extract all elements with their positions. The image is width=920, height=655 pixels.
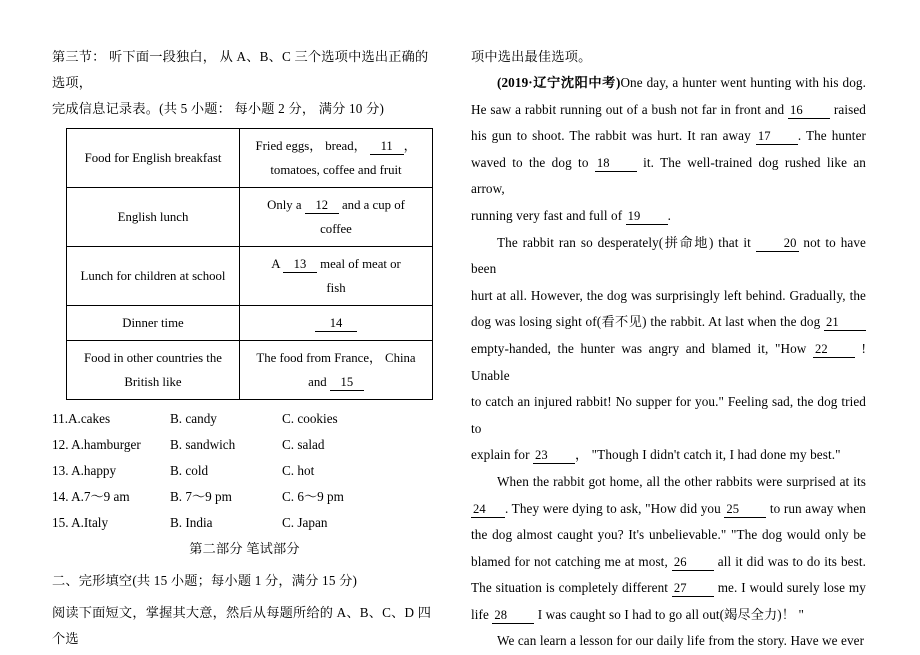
passage-paragraph-1-line-1 — [471, 70, 866, 97]
question-13-option-a: 13. A.happy — [52, 463, 117, 478]
passage-paragraph-3-line-4 — [471, 549, 866, 576]
passage-paragraph-2-line-4 — [471, 336, 866, 389]
answer-blank-20: 20 — [756, 236, 799, 252]
question-11-option-b: B. candy — [170, 411, 217, 426]
answer-blank-18: 18 — [595, 156, 637, 172]
answer-blank-17: 17 — [756, 129, 798, 145]
passage-paragraph-3-line-2 — [471, 496, 866, 523]
passage-text: waved to the dog to — [471, 154, 589, 170]
answer-blank-21: 21 — [824, 315, 866, 331]
answer-blank-27: 27 — [672, 581, 714, 597]
table-cell-label: Food for English breakfast — [67, 129, 240, 188]
passage-text: me. I would surely lose my — [717, 580, 866, 596]
passage-text: to run away when — [769, 500, 866, 516]
question-13-option-b: B. cold — [170, 463, 209, 478]
table-cell-text-tail: and a cup of — [341, 198, 405, 212]
cloze-section-heading: 二、完形填空(共 15 小题；每小题 1 分，满分 15 分) — [52, 573, 358, 588]
listening-section-heading-line1: 第三节： 听下面一段独白， 从 A、B、C 三个选项中选出正确的选项， — [52, 49, 429, 90]
question-11-option-c: C. cookies — [282, 411, 338, 426]
two-column-layout — [52, 44, 868, 655]
table-row — [67, 341, 433, 400]
answer-blank-24: 24 — [471, 502, 505, 518]
answer-blank-19: 19 — [626, 209, 668, 225]
table-cell-label: Food in other countries the British like — [67, 341, 240, 400]
question-13-option-c: C. hot — [282, 463, 315, 478]
passage-paragraph-1-line-4 — [471, 150, 866, 203]
table-cell-text-line2: fish — [326, 281, 346, 295]
right-column — [471, 44, 866, 655]
question-15-options — [52, 510, 437, 536]
listening-info-table — [66, 128, 433, 400]
table-cell-content — [240, 129, 433, 188]
passage-text: One day, a hunter went hunting with his dog. — [620, 75, 866, 90]
passage-text: . — [667, 207, 672, 223]
passage-paragraph-3-line-3: the dog almost caught you? It's unbelievable." "The dog would only be — [471, 527, 866, 543]
table-cell-content — [240, 188, 433, 247]
table-cell-text-line2: tomatoes, coffee and fruit — [270, 163, 402, 177]
passage-text: I was caught so I had to go all out(竭尽全力)！ " — [537, 606, 804, 622]
instruction-continuation: 项中选出最佳选项。 — [471, 49, 592, 64]
passage-text: it. The well-trained dog rushed like an arrow, — [471, 154, 867, 197]
passage-paragraph-1-line-2 — [471, 97, 866, 124]
passage-text: ! Unable — [471, 340, 866, 383]
passage-text: ， "Though I didn't catch it, I had done my best." — [575, 447, 841, 463]
passage-paragraph-2-line-6 — [471, 442, 866, 469]
answer-blank-14: 14 — [315, 316, 357, 332]
table-cell-text-line2-lead: and — [308, 375, 327, 389]
question-14-option-b: B. 7～9 pm — [170, 489, 232, 504]
passage-text: blamed for not catching me at most, — [471, 553, 668, 569]
answer-blank-15: 15 — [330, 375, 364, 391]
answer-blank-25: 25 — [724, 502, 766, 518]
answer-blank-13: 13 — [283, 257, 317, 273]
question-14-option-c: C. 6～9 pm — [282, 489, 344, 504]
answer-blank-22: 22 — [813, 342, 855, 358]
passage-paragraph-1-line-5 — [471, 203, 866, 230]
passage-text: life — [471, 606, 489, 622]
question-12-option-b: B. sandwich — [170, 437, 236, 452]
passage-paragraph-2-line-2: hurt at all. However, the dog was surprisingly left behind. Gradually, the — [471, 287, 866, 303]
passage-paragraph-1-line-3 — [471, 123, 866, 150]
table-cell-content — [240, 306, 433, 341]
table-cell-label: Dinner time — [67, 306, 240, 341]
answer-blank-12: 12 — [305, 198, 339, 214]
question-11-option-a: 11.A.cakes — [52, 411, 111, 426]
left-column — [52, 44, 437, 652]
table-cell-content — [240, 247, 433, 306]
answer-blank-28: 28 — [492, 608, 534, 624]
table-cell-text: Only a — [267, 198, 302, 212]
table-row — [67, 247, 433, 306]
table-cell-text-line2 — [246, 370, 426, 394]
passage-text: not to have been — [471, 234, 866, 277]
answer-blank-11: 11 — [370, 139, 404, 155]
table-row — [67, 306, 433, 341]
passage-text: He saw a rabbit running out of a bush not far in front and — [471, 101, 785, 117]
question-15-option-c: C. Japan — [282, 515, 328, 530]
question-14-option-a: 14. A.7～9 am — [52, 489, 130, 504]
passage-paragraph-3-line-5 — [471, 575, 866, 602]
table-cell-text-line2: coffee — [320, 222, 352, 236]
answer-blank-26: 26 — [672, 555, 714, 571]
passage-text: dog was losing sight of(看不见) the rabbit. At last when the dog — [471, 314, 821, 330]
passage-text: his gun to shoot. The rabbit was hurt. It ran away — [471, 128, 751, 144]
table-cell-label: Lunch for children at school — [67, 247, 240, 306]
table-cell-text: Fried eggs， bread， — [255, 139, 367, 153]
table-cell-text: A — [271, 257, 280, 271]
question-11-options — [52, 406, 437, 432]
passage-paragraph-3-line-1: When the rabbit got home, all the other rabbits were surprised at its — [497, 473, 866, 489]
question-12-option-c: C. salad — [282, 437, 325, 452]
question-13-options — [52, 458, 437, 484]
passage-text: running very fast and full of — [471, 207, 623, 223]
question-15-option-a: 15. A.Italy — [52, 515, 109, 530]
table-cell-text-tail: meal of meat or — [320, 257, 401, 271]
table-cell-text-tail: ， — [403, 139, 417, 153]
question-14-options — [52, 484, 437, 510]
passage-text: all it did was to do its best. — [717, 553, 866, 569]
passage-paragraph-2-line-5: to catch an injured rabbit! No supper for you." Feeling sad, the dog tried to — [471, 394, 866, 436]
table-cell-label: English lunch — [67, 188, 240, 247]
part-two-title: 第二部分 笔试部分 — [189, 541, 300, 556]
table-cell-text: The food from France， China — [256, 351, 416, 365]
table-cell-content — [240, 341, 433, 400]
passage-paragraph-2-line-1 — [471, 230, 866, 283]
question-12-option-a: 12. A.hamburger — [52, 437, 141, 452]
table-row — [67, 188, 433, 247]
passage-text: . They were dying to ask, "How did you — [505, 500, 721, 516]
cloze-instruction: 阅读下面短文，掌握其大意，然后从每题所给的 A、B、C、D 四个选 — [52, 605, 432, 646]
passage-text: empty-handed, the hunter was angry and blamed it, "How — [471, 340, 807, 356]
passage-text: . The hunter — [797, 128, 867, 144]
listening-section-heading-line2: 完成信息记录表。(共 5 小题： 每小题 2 分， 满分 10 分) — [52, 101, 385, 116]
question-12-options — [52, 432, 437, 458]
passage-paragraph-3-line-6 — [471, 602, 866, 629]
answer-blank-16: 16 — [788, 103, 830, 119]
passage-paragraph-4-line-1: We can learn a lesson for our daily life from the story. Have we ever — [497, 633, 865, 649]
table-row — [67, 129, 433, 188]
passage-text: The rabbit ran so desperately(拼命地) that it — [497, 234, 751, 250]
passage-text: The situation is completely different — [471, 580, 669, 596]
passage-text: explain for — [471, 447, 530, 463]
source-citation: (2019·辽宁沈阳中考) — [497, 75, 621, 90]
passage-paragraph-2-line-3 — [471, 309, 866, 336]
question-15-option-b: B. India — [170, 515, 213, 530]
answer-blank-23: 23 — [533, 448, 575, 464]
passage-text: raised — [833, 101, 866, 117]
